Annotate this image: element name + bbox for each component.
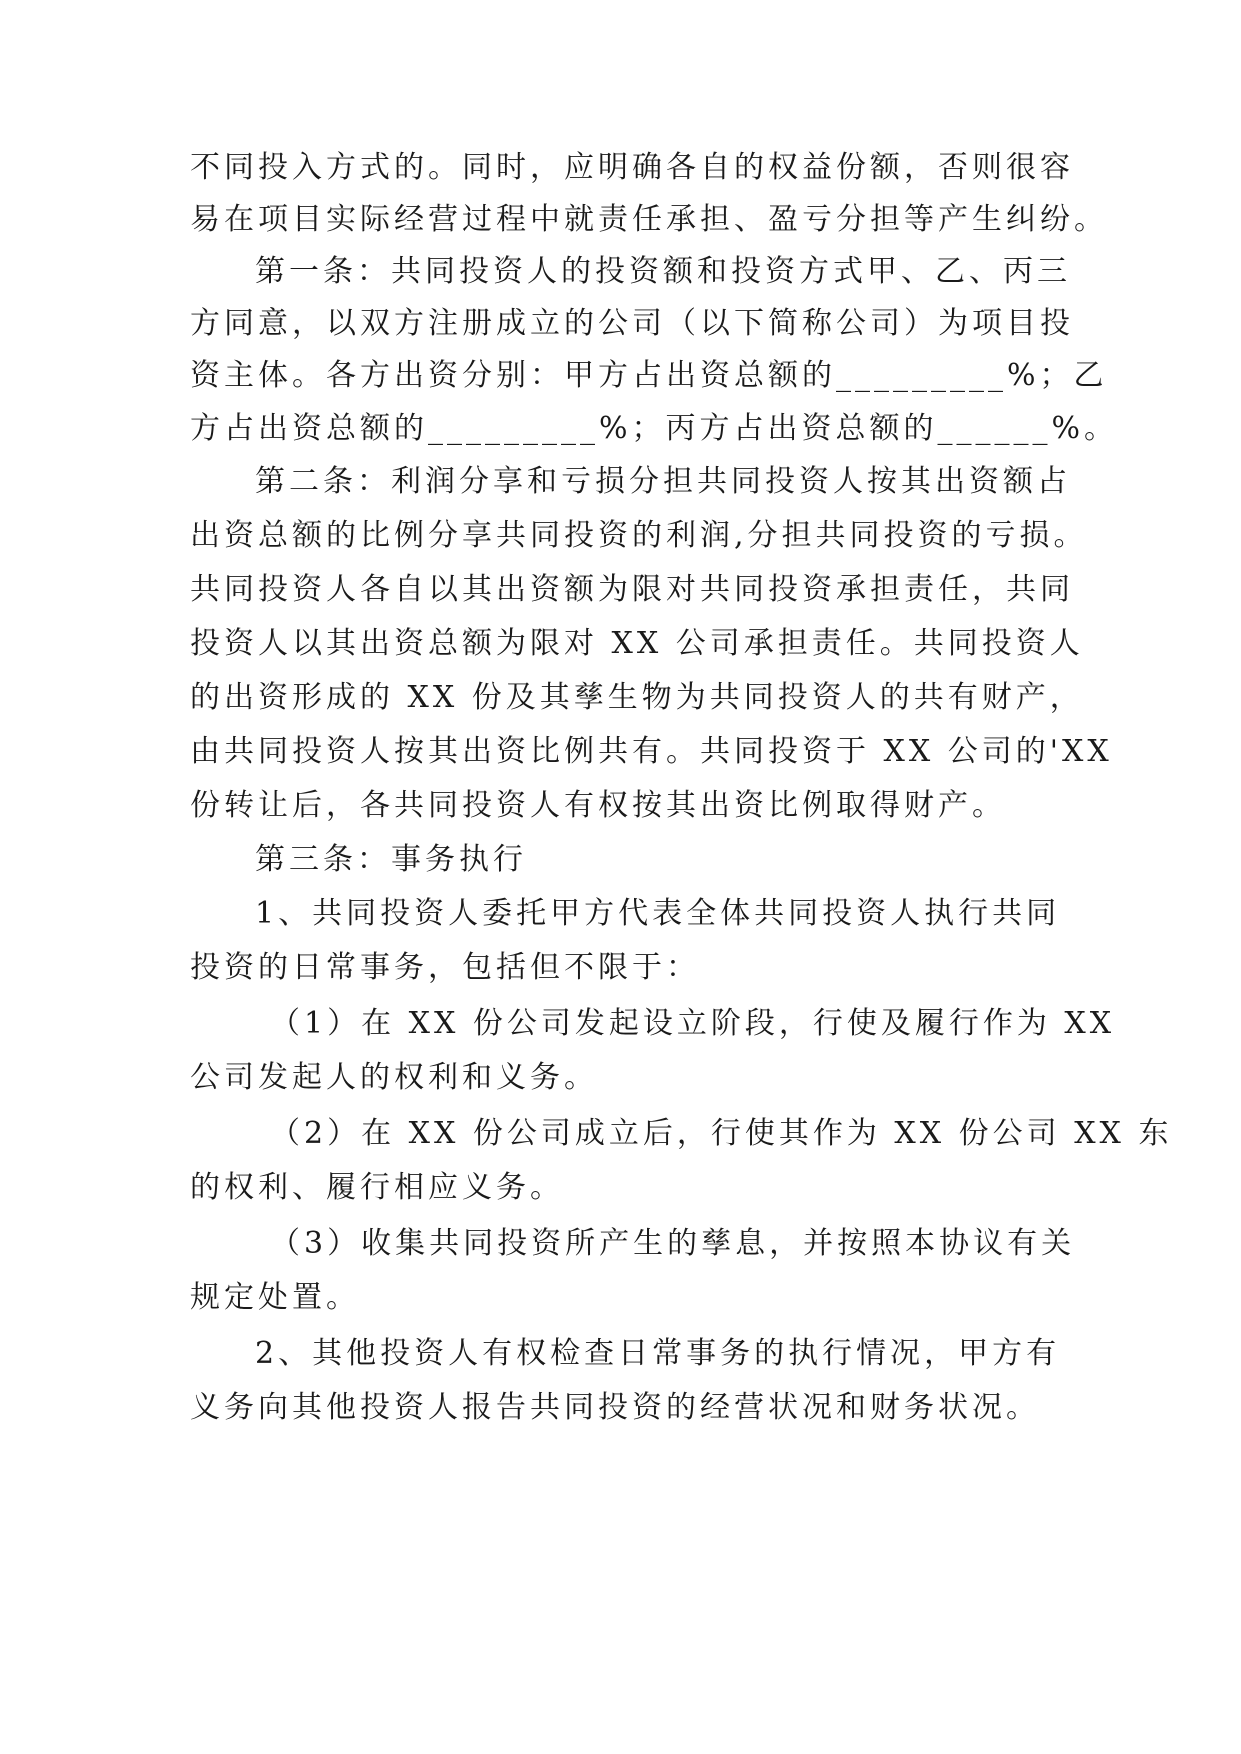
text-line: 资主体。各方出资分别：甲方占出资总额的_________%；乙 xyxy=(190,358,1108,393)
text-line: 方占出资总额的_________%；丙方占出资总额的______%。 xyxy=(190,411,1119,446)
list-item: （3）收集共同投资所产生的孳息，并按照本协议有关 xyxy=(270,1226,1076,1261)
text-line: 的权利、履行相应义务。 xyxy=(190,1170,564,1205)
text-line: 不同投入方式的。同时，应明确各自的权益份额，否则很容 xyxy=(190,150,1074,185)
text-line: 规定处置。 xyxy=(190,1280,360,1315)
list-item: （2）在 XX 份公司成立后，行使其作为 XX 份公司 XX 东 xyxy=(270,1116,1173,1151)
text-line: 的出资形成的 XX 份及其孳生物为共同投资人的共有财产， xyxy=(190,680,1084,715)
text-line: 由共同投资人按其出资比例共有。共同投资于 XX 公司的'XX xyxy=(190,734,1113,769)
text-line: 公司发起人的权利和义务。 xyxy=(190,1060,598,1095)
text-line: 投资的日常事务，包括但不限于： xyxy=(190,950,700,985)
article-1-heading: 第一条：共同投资人的投资额和投资方式甲、乙、丙三 xyxy=(255,254,1071,289)
text-line: 共同投资人各自以其出资额为限对共同投资承担责任，共同 xyxy=(190,572,1074,607)
article-2-heading: 第二条：利润分享和亏损分担共同投资人按其出资额占 xyxy=(255,464,1071,499)
list-item: （1）在 XX 份公司发起设立阶段，行使及履行作为 XX xyxy=(270,1006,1116,1041)
text-line: 份转让后，各共同投资人有权按其出资比例取得财产。 xyxy=(190,788,1006,823)
text-line: 2、其他投资人有权检查日常事务的执行情况，甲方有 xyxy=(255,1336,1061,1371)
text-line: 1、共同投资人委托甲方代表全体共同投资人执行共同 xyxy=(255,896,1061,931)
text-line: 投资人以其出资总额为限对 XX 公司承担责任。共同投资人 xyxy=(190,626,1084,661)
text-line: 义务向其他投资人报告共同投资的经营状况和财务状况。 xyxy=(190,1390,1040,1425)
text-line: 出资总额的比例分享共同投资的利润,分担共同投资的亏损。 xyxy=(190,518,1088,553)
article-3-heading: 第三条：事务执行 xyxy=(255,842,527,877)
text-line: 方同意，以双方注册成立的公司（以下简称公司）为项目投 xyxy=(190,306,1074,341)
text-line: 易在项目实际经营过程中就责任承担、盈亏分担等产生纠纷。 xyxy=(190,202,1108,237)
